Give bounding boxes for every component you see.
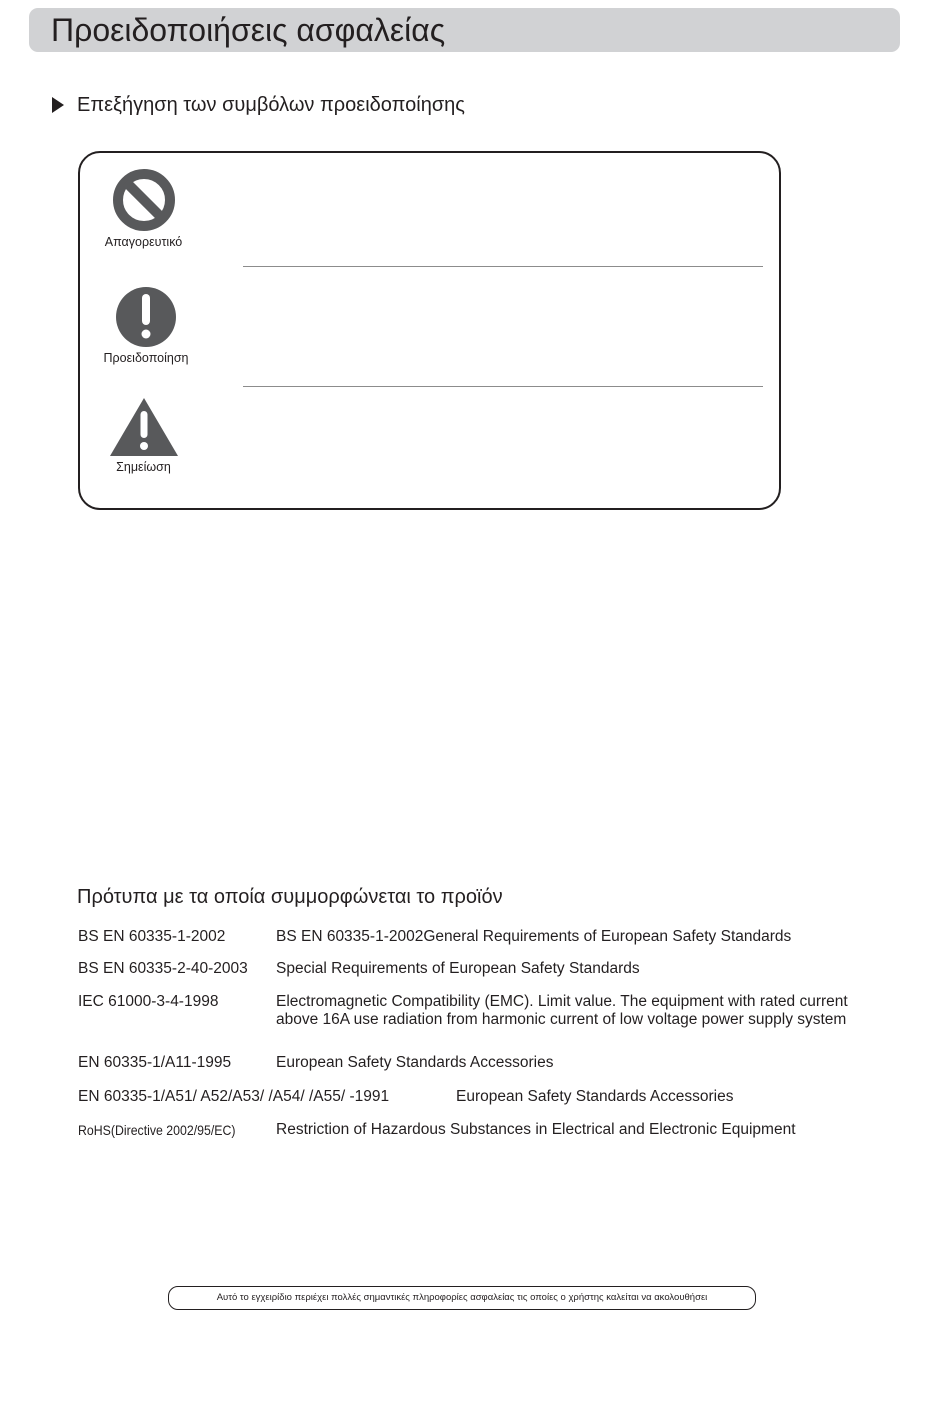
standard-row: [78, 1054, 878, 1074]
standard-code: EN 60335-1/A11-1995: [78, 1054, 232, 1071]
symbols-explanation-box: [78, 151, 781, 510]
symbol-warning: [96, 286, 196, 365]
standard-code: RoHS(Directive 2002/95/EC): [78, 1122, 236, 1138]
triangle-bullet-icon: [52, 97, 64, 113]
standard-row: [78, 1121, 878, 1141]
page-header: [29, 8, 900, 52]
standard-code: BS EN 60335-2-40-2003: [78, 960, 248, 977]
standard-code: IEC 61000-3-4-1998: [78, 993, 219, 1010]
divider: [243, 266, 763, 267]
prohibition-icon: [112, 168, 176, 232]
symbol-label-note: Σημείωση: [116, 460, 171, 474]
footer-note: Αυτό το εγχειρίδιο περιέχει πολλές σημαντικές πληροφορίες ασφαλείας τις οποίες ο χρήστης καλείται να ακολουθήσει: [168, 1286, 756, 1310]
divider: [243, 386, 763, 387]
standard-code: BS EN 60335-1-2002: [78, 928, 226, 945]
standard-description: Restriction of Hazardous Substances in Electrical and Electronic Equipment: [276, 1121, 796, 1138]
page-title: Προειδοποιήσεις ασφαλείας: [51, 12, 446, 48]
exclamation-circle-icon: [115, 286, 177, 348]
standards-title: Πρότυπα με τα οποία συμμορφώνεται το προϊόν: [77, 886, 503, 908]
symbols-heading-text: Επεξήγηση των συμβόλων προειδοποίησης: [77, 93, 465, 116]
standard-description: European Safety Standards Accessories: [276, 1054, 554, 1071]
standard-row: [78, 960, 878, 980]
standard-row: [78, 993, 878, 1049]
standard-description: Electromagnetic Compatibility (EMC). Limit value. The equipment with rated current above 16A use radiation from harmonic current of low voltage power supply system: [276, 993, 848, 1028]
standard-row: [78, 1088, 878, 1108]
symbols-section-heading: [52, 93, 465, 117]
standard-code: EN 60335-1/A51/ A52/A53/ /A54/ /A55/ -1991: [78, 1088, 390, 1105]
standard-description: European Safety Standards Accessories: [456, 1088, 734, 1105]
symbol-label-warning: Προειδοποίηση: [103, 351, 189, 365]
symbol-note: [96, 397, 191, 474]
symbol-prohibited: [96, 168, 191, 249]
symbol-label-prohibited: Απαγορευτικό: [104, 235, 183, 249]
warning-triangle-icon: [109, 397, 179, 457]
standard-description: Special Requirements of European Safety Standards: [276, 960, 640, 977]
standard-description: BS EN 60335-1-2002General Requirements of European Safety Standards: [276, 928, 792, 945]
standard-row: [78, 928, 878, 948]
